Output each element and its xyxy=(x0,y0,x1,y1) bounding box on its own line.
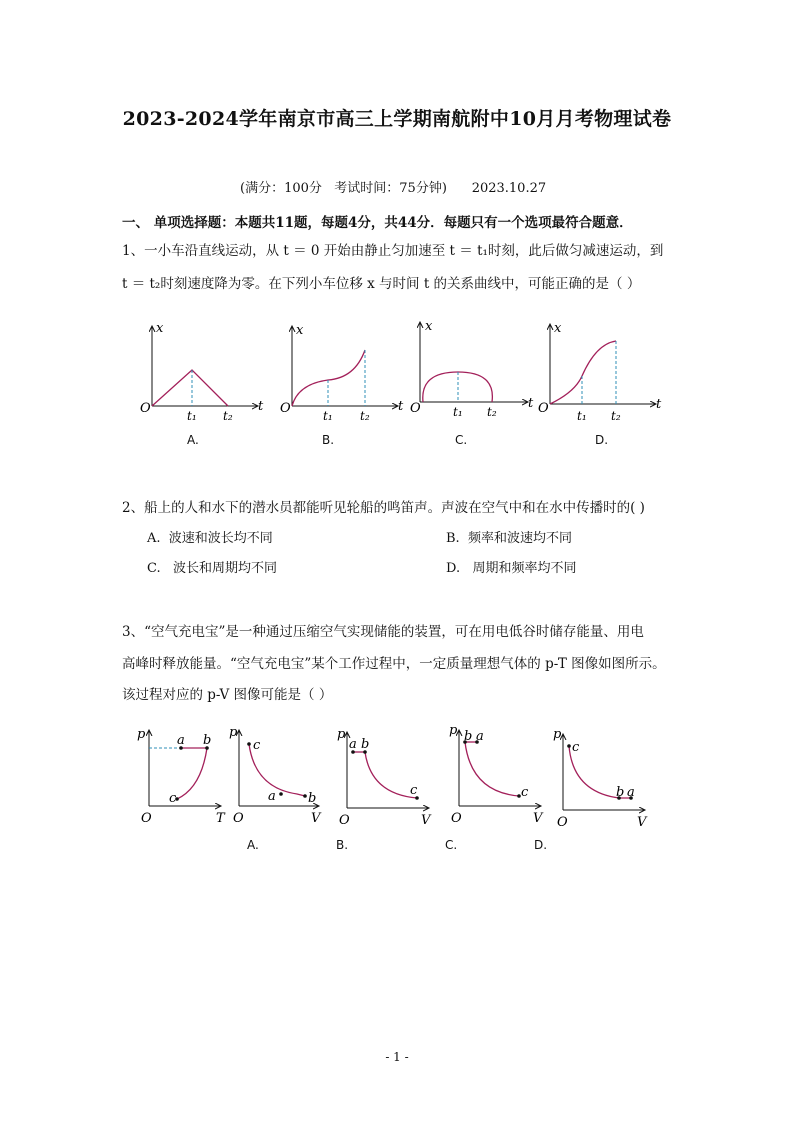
q3-b-b: b xyxy=(361,737,370,752)
q3-graph-a xyxy=(229,725,322,826)
q1-b-xlabel: t xyxy=(398,399,404,414)
q1-c-xlabel: t xyxy=(528,396,534,411)
q3-d-c: c xyxy=(572,740,580,755)
q1-a-ylabel: x xyxy=(156,321,164,336)
q3-c-xlabel: V xyxy=(533,811,543,826)
q1-b-t1: t₁ xyxy=(323,409,333,423)
q2-stem: 2、船上的人和水下的潜水员都能听见轮船的鸣笛声。声波在空气中和在水中传播时的( ) xyxy=(122,500,645,516)
q1-figures xyxy=(120,310,680,435)
q3-d-ylabel: p xyxy=(553,727,562,742)
q3-a-b: b xyxy=(308,791,317,806)
q3-c-ylabel: p xyxy=(449,723,458,738)
q1-label-c: C. xyxy=(455,433,468,447)
q3-pt-c: c xyxy=(169,791,177,806)
q2-option-b: B. 频率和波速均不同 xyxy=(446,531,572,546)
q1-c-origin: O xyxy=(410,401,421,416)
q1-d-origin: O xyxy=(538,401,549,416)
q1-a-t1: t₁ xyxy=(187,409,197,423)
q3-label-d: D. xyxy=(534,838,548,852)
q3-b-origin: O xyxy=(339,813,350,828)
q3-c-origin: O xyxy=(451,811,462,826)
q1-stem-line1: 1、一小车沿直线运动，从 t ＝ 0 开始由静止匀加速至 t ＝ t₁时刻，此后做匀减速运动，到 xyxy=(122,243,664,259)
q3-c-c: c xyxy=(521,785,529,800)
q1-b-t2: t₂ xyxy=(360,409,370,423)
q2-option-d: D. 周期和频率均不同 xyxy=(446,561,577,576)
q1-d-xlabel: t xyxy=(656,397,662,412)
q3-label-c: C. xyxy=(445,838,458,852)
q1-label-a: A. xyxy=(187,433,199,447)
q1-curve-d xyxy=(550,341,616,404)
q3-label-a: A. xyxy=(247,838,259,852)
q1-b-ylabel: x xyxy=(296,323,304,338)
exam-info: (满分：100分 考试时间：75分钟) 2023.10.27 xyxy=(240,181,547,196)
q3-a-xlabel: V xyxy=(311,811,321,826)
q3-pt-graph xyxy=(137,727,226,826)
q3-c-a: a xyxy=(476,729,484,744)
q1-c-ylabel: x xyxy=(425,319,433,334)
q3-stem-line2: 高峰时释放能量。“空气充电宝”某个工作过程中，一定质量理想气体的 p-T 图像如图所示。 xyxy=(122,656,666,672)
q2-option-c: C. 波长和周期均不同 xyxy=(147,561,278,576)
q3-pt-a: a xyxy=(177,733,185,748)
q1-a-xlabel: t xyxy=(258,399,264,414)
page-title: 2023-2024学年南京市高三上学期南航附中10月月考物理试卷 xyxy=(122,108,672,130)
q3-b-xlabel: V xyxy=(421,813,431,828)
q1-d-t2: t₂ xyxy=(611,409,621,423)
q3-a-c: c xyxy=(253,738,261,753)
q3-b-c: c xyxy=(410,783,418,798)
q1-graph-a xyxy=(140,321,264,423)
q1-a-origin: O xyxy=(140,401,151,416)
q1-d-ylabel: x xyxy=(554,321,562,336)
q3-d-xlabel: V xyxy=(637,815,647,830)
q3-figures xyxy=(125,718,665,833)
q1-graph-c xyxy=(410,319,534,419)
q3-label-b: B. xyxy=(336,838,349,852)
q3-b-ylabel: p xyxy=(337,727,346,742)
q1-stem-line2: t ＝ t₂时刻速度降为零。在下列小车位移 x 与时间 t 的关系曲线中，可能正确的是（ ） xyxy=(122,276,641,292)
page-number: - 1 - xyxy=(385,1050,409,1064)
q3-pt-xlabel: T xyxy=(216,811,225,826)
q3-pt-b: b xyxy=(203,733,212,748)
q3-graph-c xyxy=(449,723,544,826)
q3-a-origin: O xyxy=(233,811,244,826)
section-heading: 一、 单项选择题：本题共11题，每题4分，共44分．每题只有一个选项最符合题意． xyxy=(122,215,633,231)
q1-curve-a xyxy=(152,370,228,406)
q1-label-d: D. xyxy=(595,433,609,447)
q1-d-t1: t₁ xyxy=(577,409,587,423)
q3-graph-b xyxy=(337,727,432,828)
q1-a-t2: t₂ xyxy=(223,409,233,423)
q3-d-b: b xyxy=(616,785,625,800)
q1-label-b: B. xyxy=(322,433,335,447)
q1-c-t1: t₁ xyxy=(453,405,463,419)
q1-c-t2: t₂ xyxy=(487,405,497,419)
q2-option-a: A. 波速和波长均不同 xyxy=(147,531,273,546)
q3-pt-origin: O xyxy=(141,811,152,826)
q1-graph-d xyxy=(538,321,662,423)
q3-stem-line1: 3、“空气充电宝”是一种通过压缩空气实现储能的装置，可在用电低谷时储存能量、用电 xyxy=(122,624,644,640)
q3-d-origin: O xyxy=(557,815,568,830)
q3-graph-d xyxy=(553,727,648,830)
q3-d-a: a xyxy=(627,785,635,800)
q3-c-b: b xyxy=(464,729,473,744)
q3-a-ylabel: p xyxy=(229,725,238,740)
q1-graph-b xyxy=(280,323,404,423)
q3-b-a: a xyxy=(349,737,357,752)
q3-stem-line3: 该过程对应的 p-V 图像可能是（ ） xyxy=(122,687,333,703)
q1-b-origin: O xyxy=(280,401,291,416)
q3-a-a: a xyxy=(268,789,276,804)
q3-pt-ylabel: p xyxy=(137,727,146,742)
